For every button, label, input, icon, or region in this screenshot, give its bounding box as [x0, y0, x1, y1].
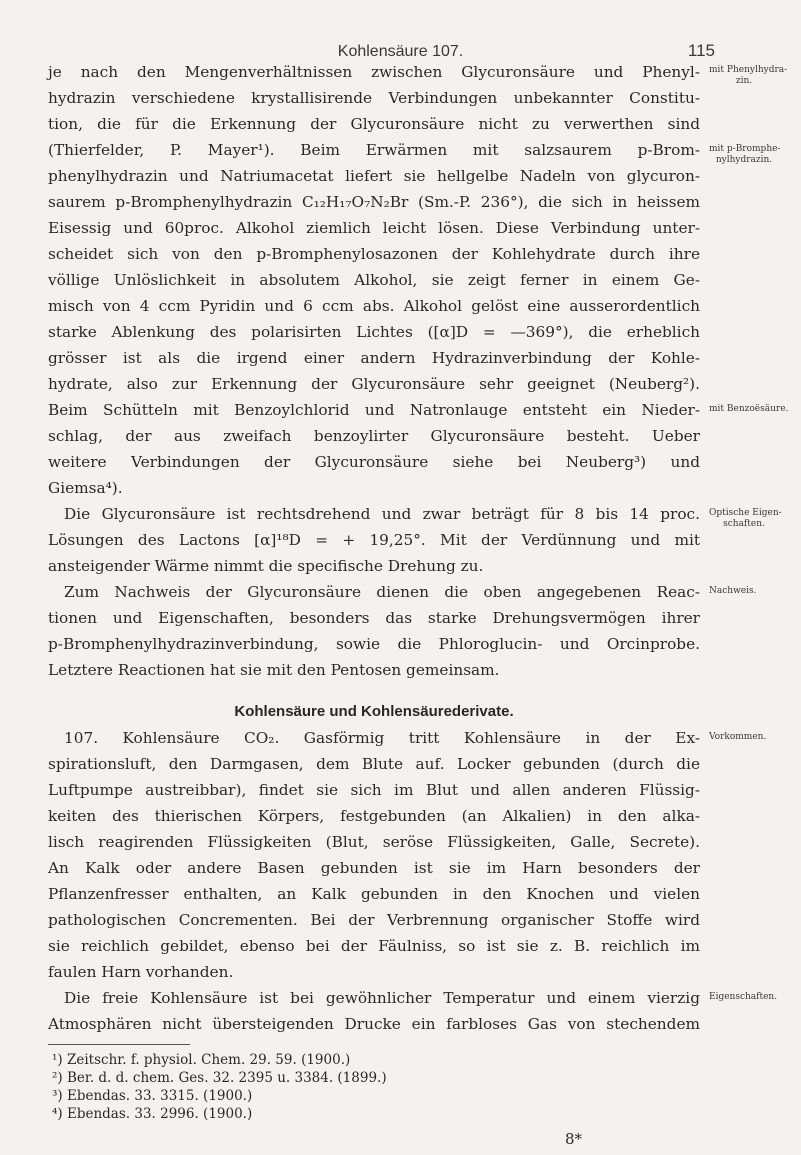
- body-line: tionen und Eigenschaften, besonders das starke Drehungsvermögen ihrer: [48, 609, 700, 627]
- margin-note: [709, 992, 799, 1003]
- margin-note-line: Optische Eigen-: [709, 508, 782, 518]
- section-line: faulen Harn vorhanden.: [48, 963, 234, 981]
- body-line: saurem p-Bromphenylhydrazin C₁₂H₁₇O₇N₂Br (Sm.-P. 236°), die sich in heissem: [48, 193, 700, 211]
- section-line: Die freie Kohlensäure ist bei gewöhnlicher Temperatur und einem vierzig: [64, 989, 700, 1007]
- body-line: Letztere Reactionen hat sie mit den Pentosen gemeinsam.: [48, 661, 500, 679]
- margin-note: [709, 144, 799, 166]
- section-line: keiten des thierischen Körpers, festgebunden (an Alkalien) in den alka-: [48, 807, 700, 825]
- body-line: Beim Schütteln mit Benzoylchlorid und Natronlauge entsteht ein Nieder-: [48, 401, 700, 419]
- body-line: tion, die für die Erkennung der Glycuronsäure nicht zu verwerthen sind: [48, 115, 700, 133]
- section-line: sie reichlich gebildet, ebenso bei der Fäulniss, so ist sie z. B. reichlich im: [48, 937, 700, 955]
- body-line: grösser ist als die irgend einer andern Hydrazinverbindung der Kohle-: [48, 349, 700, 367]
- section-line: lisch reagirenden Flüssigkeiten (Blut, seröse Flüssigkeiten, Galle, Secrete).: [48, 833, 700, 851]
- body-line: völlige Unlöslichkeit in absolutem Alkohol, sie zeigt ferner in einem Ge-: [48, 271, 700, 289]
- margin-note-line: schaften.: [723, 519, 765, 529]
- body-line: weitere Verbindungen der Glycuronsäure siehe bei Neuberg³) und: [48, 453, 700, 471]
- page-number: 115: [687, 41, 715, 60]
- footnote: ³) Ebendas. 33. 3315. (1900.): [52, 1088, 253, 1104]
- body-line: je nach den Mengenverhältnissen zwischen Glycuronsäure und Phenyl-: [48, 63, 700, 81]
- section-line: Pflanzenfresser enthalten, an Kalk gebunden in den Knochen und vielen: [48, 885, 700, 903]
- body-line: scheidet sich von den p-Bromphenylosazonen der Kohlehydrate durch ihre: [48, 245, 700, 263]
- footnote: ²) Ber. d. d. chem. Ges. 32. 2395 u. 3384. (1899.): [52, 1070, 387, 1086]
- margin-note: [709, 404, 799, 415]
- margin-note: [709, 508, 799, 530]
- body-line: Lösungen des Lactons [α]¹⁸D = + 19,25°. Mit der Verdünnung und mit: [48, 531, 700, 549]
- body-line: misch von 4 ccm Pyridin und 6 ccm abs. Alkohol gelöst eine ausserordentlich: [48, 297, 700, 315]
- margin-note-line: mit Phenylhydra-: [709, 65, 788, 75]
- margin-note-line: Eigenschaften.: [709, 992, 778, 1002]
- body-line: p-Bromphenylhydrazinverbindung, sowie die Phloroglucin- und Orcinprobe.: [48, 635, 700, 653]
- section-line: 107. Kohlensäure CO₂. Gasförmig tritt Kohlensäure in der Ex-: [64, 729, 700, 747]
- margin-note-line: nylhydrazin.: [715, 155, 773, 165]
- body-line: phenylhydrazin und Natriumacetat liefert sie hellgelbe Nadeln von glycuron-: [48, 167, 700, 185]
- body-line: Zum Nachweis der Glycuronsäure dienen die oben angegebenen Reac-: [64, 583, 700, 601]
- body-line: schlag, der aus zweifach benzoylirter Glycuronsäure besteht. Ueber: [48, 427, 700, 445]
- footnote: ¹) Zeitschr. f. physiol. Chem. 29. 59. (1900.): [52, 1052, 351, 1068]
- body-line: starke Ablenkung des polarisirten Lichtes ([α]D = —369°), die erheblich: [48, 323, 700, 341]
- footnote-rule: [48, 1044, 190, 1045]
- margin-note: [709, 586, 799, 597]
- margin-note-line: mit p-Bromphe-: [709, 144, 781, 154]
- section-heading: Kohlensäure und Kohlensäurederivate.: [234, 703, 514, 720]
- body-line: Die Glycuronsäure ist rechtsdrehend und zwar beträgt für 8 bis 14 proc.: [64, 505, 700, 523]
- body-line: ansteigender Wärme nimmt die specifische Drehung zu.: [48, 557, 484, 575]
- margin-note-line: Nachweis.: [709, 586, 757, 596]
- footnote: ⁴) Ebendas. 33. 2996. (1900.): [52, 1106, 253, 1122]
- section-line: spirationsluft, den Darmgasen, dem Blute auf. Locker gebunden (durch die: [48, 755, 700, 773]
- section-line: pathologischen Concrementen. Bei der Verbrennung organischer Stoffe wird: [48, 911, 700, 929]
- section-line: Atmosphären nicht übersteigenden Drucke ein farbloses Gas von stechendem: [48, 1015, 700, 1033]
- margin-note-line: mit Benzoësäure.: [709, 404, 789, 414]
- signature-mark: 8*: [565, 1130, 583, 1148]
- running-header: Kohlensäure 107.: [337, 43, 464, 60]
- body-line: hydrazin verschiedene krystallisirende Verbindungen unbekannter Constitu-: [48, 89, 700, 107]
- margin-note-line: Vorkommen.: [709, 732, 767, 742]
- margin-note: [709, 65, 799, 87]
- margin-note-line: zin.: [735, 76, 753, 86]
- body-line: Giemsa⁴).: [48, 479, 123, 497]
- margin-note: [709, 732, 799, 743]
- body-line: hydrate, also zur Erkennung der Glycuronsäure sehr geeignet (Neuberg²).: [48, 375, 700, 393]
- section-line: Luftpumpe austreibbar), findet sie sich im Blut und allen anderen Flüssig-: [48, 781, 700, 799]
- body-line: (Thierfelder, P. Mayer¹). Beim Erwärmen mit salzsaurem p-Brom-: [48, 141, 700, 159]
- section-line: An Kalk oder andere Basen gebunden ist sie im Harn besonders der: [48, 859, 700, 877]
- body-line: Eisessig und 60proc. Alkohol ziemlich leicht lösen. Diese Verbindung unter-: [48, 219, 700, 237]
